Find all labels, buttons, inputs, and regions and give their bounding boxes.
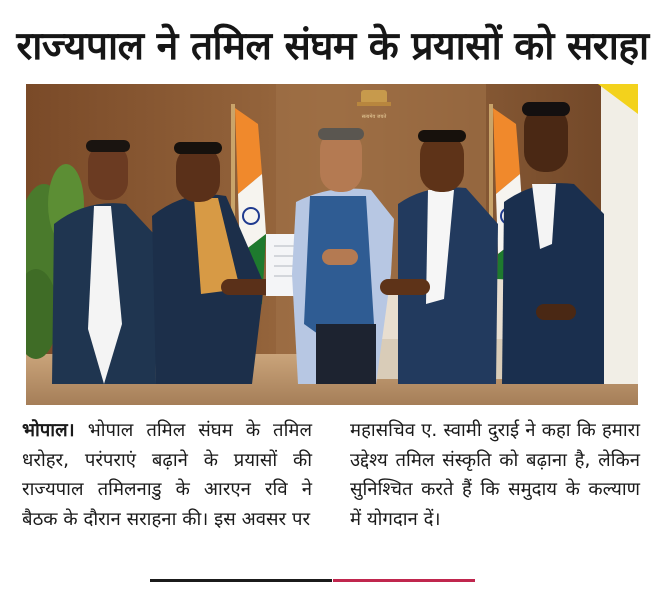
emblem-icon — [357, 90, 391, 106]
article-column-right — [350, 416, 640, 534]
article-text-right: महासचिव ए. स्वामी दुराई ने कहा कि हमारा उद्देश्य तमिल संस्कृति को बढ़ाना है, लेकिन सुनिश्चित करते हैं कि समुदाय के कल्याण में योगदान दें। — [350, 420, 640, 530]
emblem-caption: सत्यमेव जयते — [361, 114, 387, 120]
article-column-left — [22, 416, 312, 534]
article-text-left: भोपाल तमिल संघम के तमिल धरोहर, परंपराएं बढ़ाने के प्रयासों की राज्यपाल तमिलनाडु के आरएन रवि ने बैठक के दौरान सराहना की। इस अवसर पर — [22, 420, 312, 530]
news-photo — [26, 84, 638, 405]
headline: राज्यपाल ने तमिल संघम के प्रयासों को सराहा — [16, 24, 649, 69]
divider-rule — [150, 579, 332, 582]
accent-rule — [333, 579, 475, 582]
dateline: भोपाल। — [22, 420, 75, 441]
article-body — [22, 416, 642, 582]
